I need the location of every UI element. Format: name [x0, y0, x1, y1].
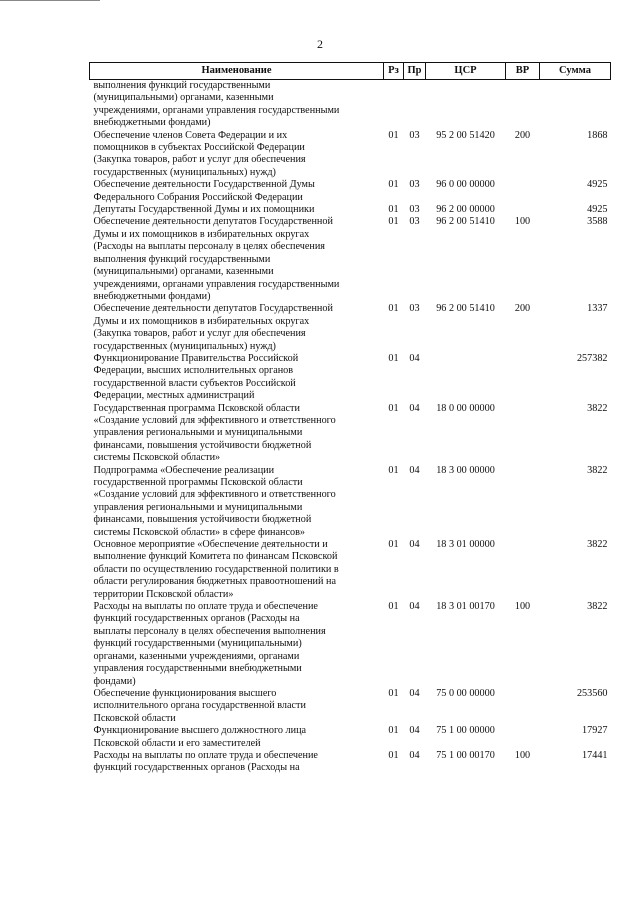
cell-csr: 18 0 00 00000 — [436, 402, 495, 414]
header-vr: ВР — [506, 63, 540, 80]
cell-pr: 04 — [409, 402, 420, 414]
table-row — [90, 465, 611, 539]
cell-name: Функционирование высшего должностного лица Псковской области и его заместителей — [93, 725, 307, 749]
cell-csr: 18 3 01 00170 — [436, 601, 495, 613]
cell-sum: 257382 — [576, 352, 608, 364]
cell-csr: 95 2 00 51420 — [436, 129, 495, 141]
page-number: 2 — [317, 37, 323, 51]
cell-pr: 03 — [409, 303, 420, 315]
cell-vr — [506, 403, 540, 465]
cell-rz: 01 — [388, 303, 399, 315]
header-name: Наименование — [90, 63, 384, 80]
scan-edge-line — [0, 0, 100, 1]
cell-vr: 200 — [514, 303, 531, 315]
cell-vr: 200 — [514, 129, 531, 141]
table-row — [90, 80, 611, 130]
cell-pr: 03 — [409, 179, 420, 191]
budget-table — [89, 62, 611, 775]
cell-rz: 01 — [388, 179, 399, 191]
cell-pr: 04 — [409, 539, 420, 551]
table-row — [90, 179, 611, 204]
cell-name: Обеспечение членов Совета Федерации и их помощников в субъектах Российской Федерации (Закупка товаров, работ и услуг для обеспечения государственных (муниципальных) нужд) — [93, 129, 306, 178]
cell-rz: 01 — [388, 749, 399, 761]
cell-sum: 1337 — [587, 303, 608, 315]
cell-name: Функционирование Правительства Российской Федерации, высших исполнительных органов государственной власти субъектов Российской Федерации, местных администраций — [93, 352, 299, 402]
cell-vr — [506, 179, 540, 204]
cell-rz — [384, 80, 404, 130]
cell-sum: 3822 — [587, 464, 608, 476]
cell-csr: 18 3 01 00000 — [436, 539, 495, 551]
cell-pr: 04 — [409, 352, 420, 364]
cell-pr: 04 — [409, 687, 420, 699]
cell-pr: 04 — [409, 464, 420, 476]
cell-pr: 04 — [409, 749, 420, 761]
cell-csr: 96 0 00 00000 — [436, 179, 495, 191]
cell-rz: 01 — [388, 687, 399, 699]
table-row — [90, 601, 611, 688]
table-row — [90, 688, 611, 725]
header-rz: Рз — [384, 63, 404, 80]
cell-csr: 96 2 00 51410 — [436, 216, 495, 228]
cell-pr: 03 — [409, 129, 420, 141]
cell-name: выполнения функций государственными (муниципальными) органами, казенными учреждениями, органами управления государственными внебюджетными фондами) — [93, 80, 340, 129]
header-pr: Пр — [404, 63, 426, 80]
cell-vr: 100 — [514, 216, 531, 228]
cell-sum: 3822 — [587, 539, 608, 551]
cell-vr — [506, 725, 540, 750]
table-row — [90, 204, 611, 216]
cell-name: Основное мероприятие «Обеспечение деятельности и выполнение функций Комитета по финансам Псковской области по осуществлению государственной политики в области регулирования бюджетных правоотношений на территории Псковской области» — [93, 539, 339, 600]
cell-rz: 01 — [388, 601, 399, 613]
cell-csr — [426, 353, 506, 403]
cell-rz: 01 — [388, 725, 399, 737]
cell-sum: 4925 — [587, 204, 608, 216]
cell-csr: 96 2 00 51410 — [436, 303, 495, 315]
cell-csr: 96 2 00 00000 — [436, 204, 495, 216]
cell-csr: 18 3 00 00000 — [436, 464, 495, 476]
cell-rz: 01 — [388, 539, 399, 551]
cell-sum: 3588 — [587, 216, 608, 228]
cell-vr — [506, 353, 540, 403]
cell-name: Государственная программа Псковской области «Создание условий для эффективного и ответственного управления региональными и муниципальными финансами, повышения устойчивости бюджетной системы Псковской области» — [93, 402, 336, 464]
table-row — [90, 750, 611, 775]
cell-name: Депутаты Государственной Думы и их помощники — [93, 204, 315, 216]
cell-vr — [506, 80, 540, 130]
table-row — [90, 539, 611, 601]
cell-pr: 04 — [409, 725, 420, 737]
cell-name: Обеспечение деятельности депутатов Государственной Думы и их помощников в избирательных округах (Закупка товаров, работ и услуг для обеспечения государственных (муниципальных) нужд) — [93, 303, 333, 352]
cell-rz: 01 — [388, 464, 399, 476]
table-row — [90, 725, 611, 750]
cell-rz: 01 — [388, 402, 399, 414]
cell-vr — [506, 688, 540, 725]
cell-vr — [506, 204, 540, 216]
cell-sum: 17441 — [582, 749, 608, 761]
table-row — [90, 303, 611, 353]
cell-rz: 01 — [388, 352, 399, 364]
table-header-row — [90, 63, 611, 80]
cell-vr: 100 — [514, 601, 531, 613]
cell-pr: 03 — [409, 204, 420, 216]
cell-name: Расходы на выплаты по оплате труда и обеспечение функций государственных органов (Расходы на — [93, 749, 318, 774]
cell-name: Расходы на выплаты по оплате труда и обеспечение функций государственных органов (Расходы на выплаты персоналу в целях обеспечения выполнения функций государственными (муниципальными) органами, казенными учреждениями, органами управления государственными внебюджетными фондами) — [93, 601, 326, 687]
cell-csr — [426, 80, 506, 130]
cell-rz: 01 — [388, 204, 399, 216]
cell-rz: 01 — [388, 129, 399, 141]
table-row — [90, 403, 611, 465]
cell-rz: 01 — [388, 216, 399, 228]
cell-sum: 17927 — [582, 725, 608, 737]
header-csr: ЦСР — [426, 63, 506, 80]
cell-pr: 03 — [409, 216, 420, 228]
cell-vr — [506, 539, 540, 601]
table-body — [90, 80, 611, 775]
table-row — [90, 216, 611, 303]
table-row — [90, 130, 611, 180]
cell-csr: 75 1 00 00170 — [436, 749, 495, 761]
cell-csr: 75 0 00 00000 — [436, 687, 495, 699]
cell-name: Обеспечение деятельности Государственной Думы Федерального Собрания Российской Федерации — [93, 179, 315, 203]
table-row — [90, 353, 611, 403]
cell-sum: 1868 — [587, 129, 608, 141]
cell-sum: 3822 — [587, 601, 608, 613]
cell-name: Обеспечение функционирования высшего исполнительного органа государственной власти Псковской области — [93, 687, 306, 724]
cell-csr: 75 1 00 00000 — [436, 725, 495, 737]
cell-sum — [540, 80, 611, 130]
cell-pr: 04 — [409, 601, 420, 613]
cell-vr: 100 — [514, 749, 531, 761]
budget-table-wrapper — [89, 62, 610, 775]
header-sum: Сумма — [540, 63, 611, 80]
cell-pr — [404, 80, 426, 130]
cell-sum: 253560 — [576, 687, 608, 699]
cell-sum: 4925 — [587, 179, 608, 191]
cell-name: Подпрограмма «Обеспечение реализации государственной программы Псковской области «Создание условий для эффективного и ответственного управления региональными и муниципальными финансами, повышения устойчивости бюджетной системы Псковской области» в сфере финансов» — [93, 464, 336, 538]
cell-name: Обеспечение деятельности депутатов Государственной Думы и их помощников в избирательных округах (Расходы на выплаты персоналу в целях обеспечения выполнения функций государственными (муниципальными) органами, казенными учреждениями, органами управления государственными внебюджетными фондами) — [93, 216, 340, 302]
cell-sum: 3822 — [587, 402, 608, 414]
cell-vr — [506, 465, 540, 539]
